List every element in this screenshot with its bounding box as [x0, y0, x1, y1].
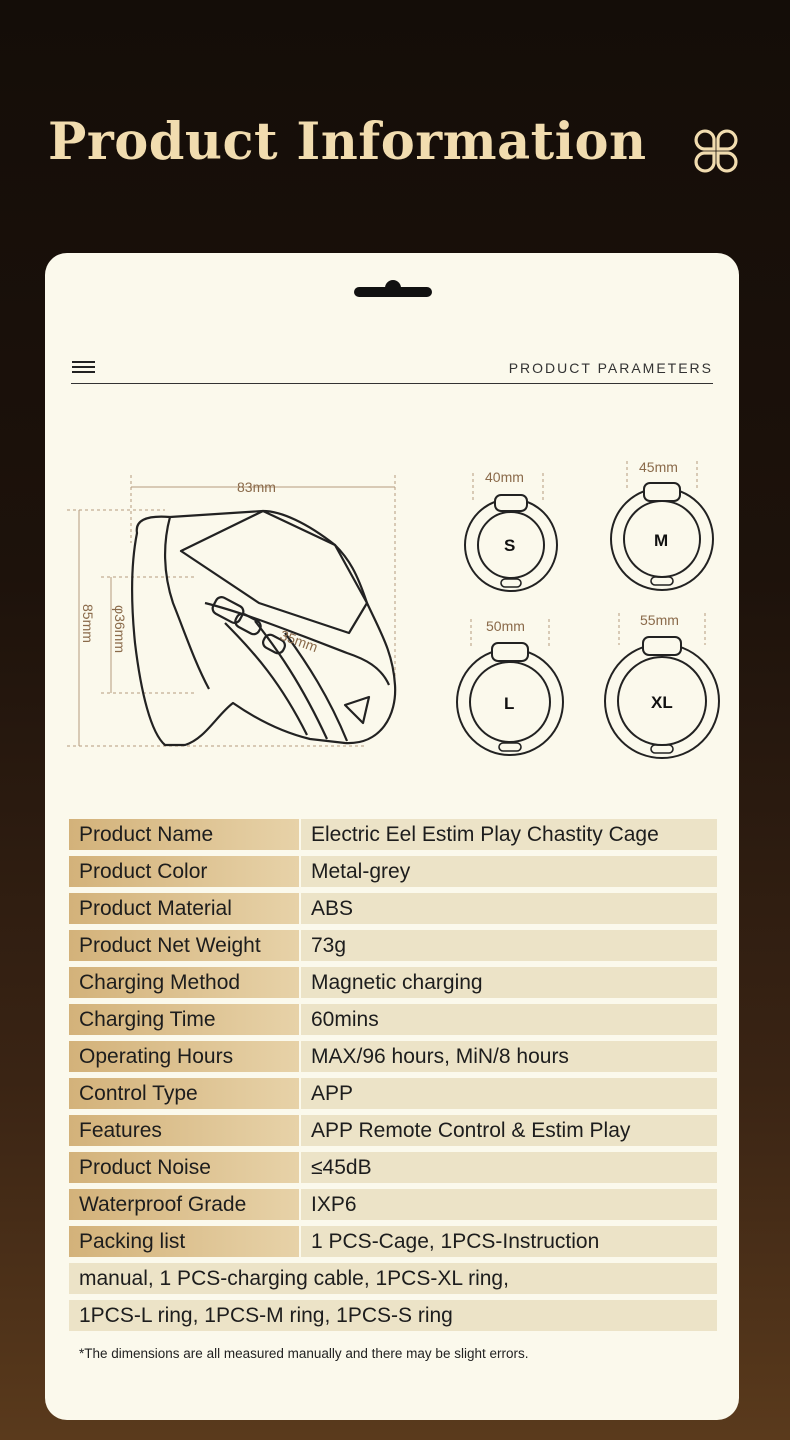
page-title: Product Information	[48, 112, 647, 172]
spec-row	[69, 967, 717, 998]
spec-label: Product Material	[69, 893, 299, 924]
spec-value: 60mins	[301, 1004, 717, 1035]
svg-text:40mm: 40mm	[485, 469, 524, 485]
menu-icon	[72, 361, 95, 376]
product-card	[45, 253, 739, 1420]
spec-value: Metal-grey	[301, 856, 717, 887]
spec-row	[69, 930, 717, 961]
product-outline	[132, 511, 395, 745]
spec-value: Magnetic charging	[301, 967, 717, 998]
inner-dimension: 35mm	[277, 626, 321, 656]
spec-value: IXP6	[301, 1189, 717, 1220]
svg-text:45mm: 45mm	[639, 459, 678, 475]
spec-label: Charging Time	[69, 1004, 299, 1035]
spec-value: ≤45dB	[301, 1152, 717, 1183]
spec-label: Product Name	[69, 819, 299, 850]
spec-label: Packing list	[69, 1226, 299, 1257]
svg-text:S: S	[504, 536, 516, 555]
packing-continued-line: 1PCS-L ring, 1PCS-M ring, 1PCS-S ring	[69, 1300, 717, 1331]
svg-text:M: M	[654, 531, 669, 550]
svg-text:L: L	[504, 694, 515, 713]
spec-row	[69, 856, 717, 887]
dimension-diagram	[45, 453, 739, 773]
spec-label: Product Noise	[69, 1152, 299, 1183]
spec-value: ABS	[301, 893, 717, 924]
svg-text:55mm: 55mm	[640, 612, 679, 628]
spec-row	[69, 1004, 717, 1035]
spec-label: Control Type	[69, 1078, 299, 1109]
spec-row	[69, 1115, 717, 1146]
ring-l	[457, 618, 563, 755]
disclaimer-note: *The dimensions are all measured manually and there may be slight errors.	[79, 1346, 529, 1361]
spec-label: Features	[69, 1115, 299, 1146]
ring-s	[465, 469, 557, 591]
spec-row	[69, 1189, 717, 1220]
section-label: PRODUCT PARAMETERS	[508, 360, 713, 376]
clover-logo-icon	[692, 127, 740, 175]
spec-value: 1 PCS-Cage, 1PCS-Instruction	[301, 1226, 717, 1257]
hanger-bar	[354, 287, 432, 297]
svg-text:50mm: 50mm	[486, 618, 525, 634]
spec-label: Product Net Weight	[69, 930, 299, 961]
spec-label: Charging Method	[69, 967, 299, 998]
spec-row	[69, 893, 717, 924]
height-dimension: 85mm	[80, 604, 96, 643]
spec-label: Product Color	[69, 856, 299, 887]
spec-row	[69, 1041, 717, 1072]
spec-label: Waterproof Grade	[69, 1189, 299, 1220]
packing-continued-line: manual, 1 PCS-charging cable, 1PCS-XL ring,	[69, 1263, 717, 1294]
spec-row	[69, 819, 717, 850]
spec-value: Electric Eel Estim Play Chastity Cage	[301, 819, 717, 850]
svg-text:XL: XL	[651, 693, 673, 712]
diameter-dimension: φ36mm	[112, 605, 128, 653]
spec-row	[69, 1152, 717, 1183]
section-divider	[71, 383, 713, 384]
spec-label: Operating Hours	[69, 1041, 299, 1072]
spec-value: APP Remote Control & Estim Play	[301, 1115, 717, 1146]
spec-row	[69, 1078, 717, 1109]
spec-value: 73g	[301, 930, 717, 961]
spec-table	[69, 819, 717, 1337]
ring-m	[611, 459, 713, 590]
ring-xl	[605, 612, 719, 758]
spec-row	[69, 1226, 717, 1257]
spec-value: APP	[301, 1078, 717, 1109]
spec-value: MAX/96 hours, MiN/8 hours	[301, 1041, 717, 1072]
length-dimension: 83mm	[237, 479, 276, 495]
